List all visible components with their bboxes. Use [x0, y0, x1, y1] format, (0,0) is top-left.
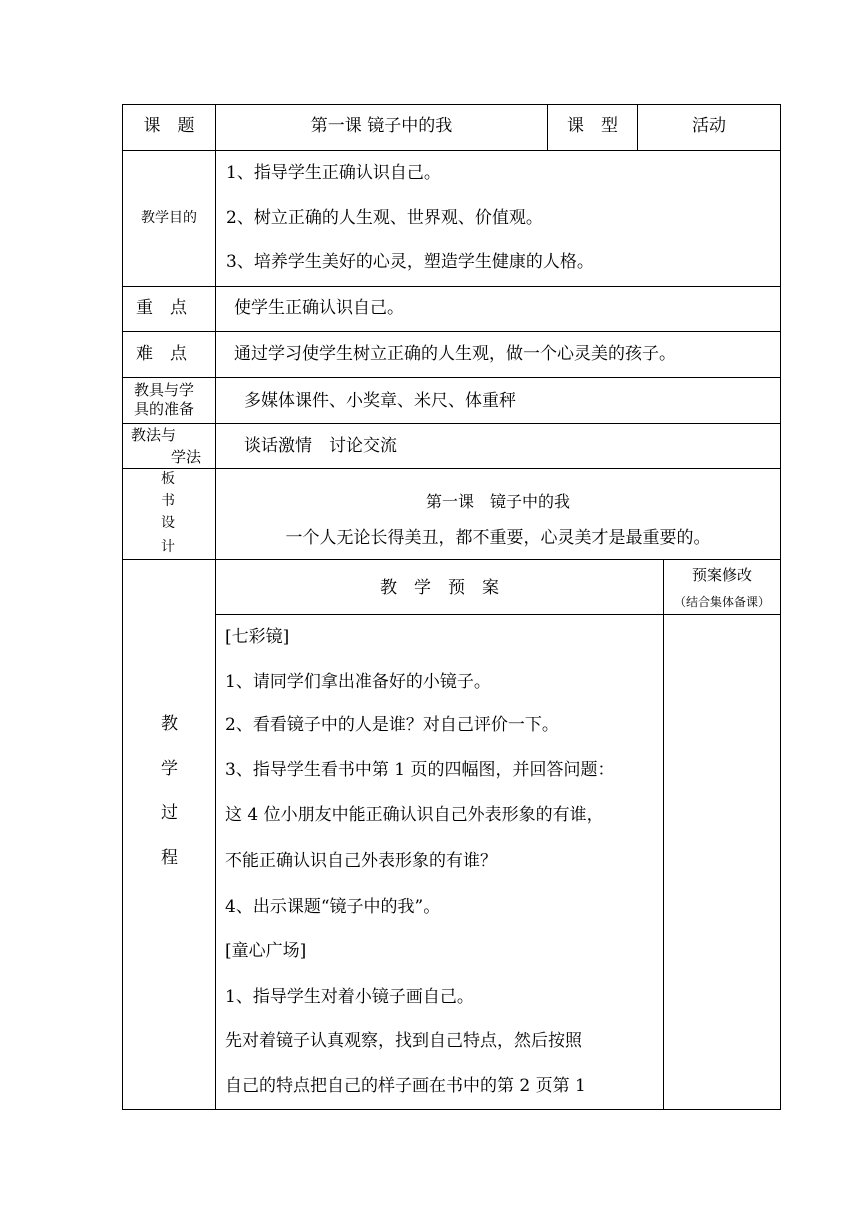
plan-line: 先对着镜子认真观察，找到自己特点，然后按照 — [225, 1031, 582, 1051]
materials-label-line1: 教具与学 — [134, 381, 195, 399]
process-label-char: 过 — [161, 803, 178, 823]
objective-item: 2、树立正确的人生观、世界观、价值观。 — [226, 208, 543, 228]
revision-column-divider — [663, 559, 664, 1110]
methods-label-line2: 学法 — [171, 448, 202, 466]
row-divider — [122, 286, 781, 287]
process-label-char: 学 — [161, 759, 178, 779]
plan-line: 2、看看镜子中的人是谁？对自己评价一下。 — [225, 715, 559, 735]
revision-header: 预案修改 — [691, 566, 752, 584]
materials-label-line2: 具的准备 — [134, 400, 195, 418]
objectives-label: 教学目的 — [141, 210, 197, 226]
difficulty-label: 难 点 — [136, 344, 187, 364]
table-border-left — [122, 104, 123, 1110]
row-divider — [122, 559, 781, 560]
process-label-char: 程 — [161, 848, 178, 868]
plan-header-divider — [215, 614, 781, 615]
plan-line: 3、指导学生看书中第 1 页的四幅图，并回答问题： — [225, 760, 615, 780]
plan-line: [七彩镜] — [225, 627, 290, 647]
table-border-bottom — [122, 1109, 781, 1110]
objective-item: 1、指导学生正确认识自己。 — [226, 163, 441, 183]
row-divider — [122, 423, 781, 424]
plan-line: 自己的特点把自己的样子画在书中的第 2 页第 1 — [225, 1076, 586, 1096]
methods-label-line1: 教法与 — [131, 426, 177, 444]
plan-line: 4、出示课题“镜子中的我”。 — [225, 897, 441, 917]
board-label-char: 计 — [161, 539, 175, 555]
board-line-title: 第一课 镜子中的我 — [425, 492, 570, 511]
row-divider — [122, 331, 781, 332]
board-label-char: 设 — [161, 515, 175, 531]
plan-line: 1、请同学们拿出准备好的小镜子。 — [225, 672, 491, 692]
plan-line: 这 4 位小朋友中能正确认识自己外表形象的有谁， — [225, 805, 604, 825]
difficulty-value: 通过学习使学生树立正确的人生观，做一个心灵美的孩子。 — [234, 344, 676, 364]
topic-value: 第一课 镜子中的我 — [310, 116, 453, 136]
label-column-divider — [215, 104, 216, 1110]
methods-value: 谈话激情 讨论交流 — [244, 436, 397, 456]
plan-line: 1、指导学生对着小镜子画自己。 — [225, 987, 474, 1007]
plan-line: [童心广场] — [225, 941, 307, 961]
row-divider — [122, 150, 781, 151]
revision-subheader: （结合集体备课） — [673, 595, 770, 609]
key-point-label: 重 点 — [136, 298, 187, 318]
row-divider — [122, 377, 781, 378]
board-line-motto: 一个人无论长得美丑，都不重要，心灵美才是最重要的。 — [285, 528, 711, 548]
type-label: 课 型 — [567, 116, 618, 136]
table-border-right — [780, 104, 781, 1110]
row-divider — [122, 468, 781, 469]
board-label-char: 书 — [161, 493, 175, 509]
objective-item: 3、培养学生美好的心灵，塑造学生健康的人格。 — [226, 252, 594, 272]
type-value: 活动 — [692, 116, 726, 136]
table-border-top — [122, 104, 781, 105]
materials-value: 多媒体课件、小奖章、米尺、体重秤 — [244, 391, 516, 411]
process-label-char: 教 — [161, 714, 178, 734]
board-label-char: 板 — [161, 471, 175, 487]
key-point-value: 使学生正确认识自己。 — [234, 298, 404, 318]
plan-header: 教 学 预 案 — [380, 578, 499, 598]
plan-line: 不能正确认识自己外表形象的有谁？ — [225, 851, 497, 871]
topic-label: 课 题 — [143, 116, 195, 136]
